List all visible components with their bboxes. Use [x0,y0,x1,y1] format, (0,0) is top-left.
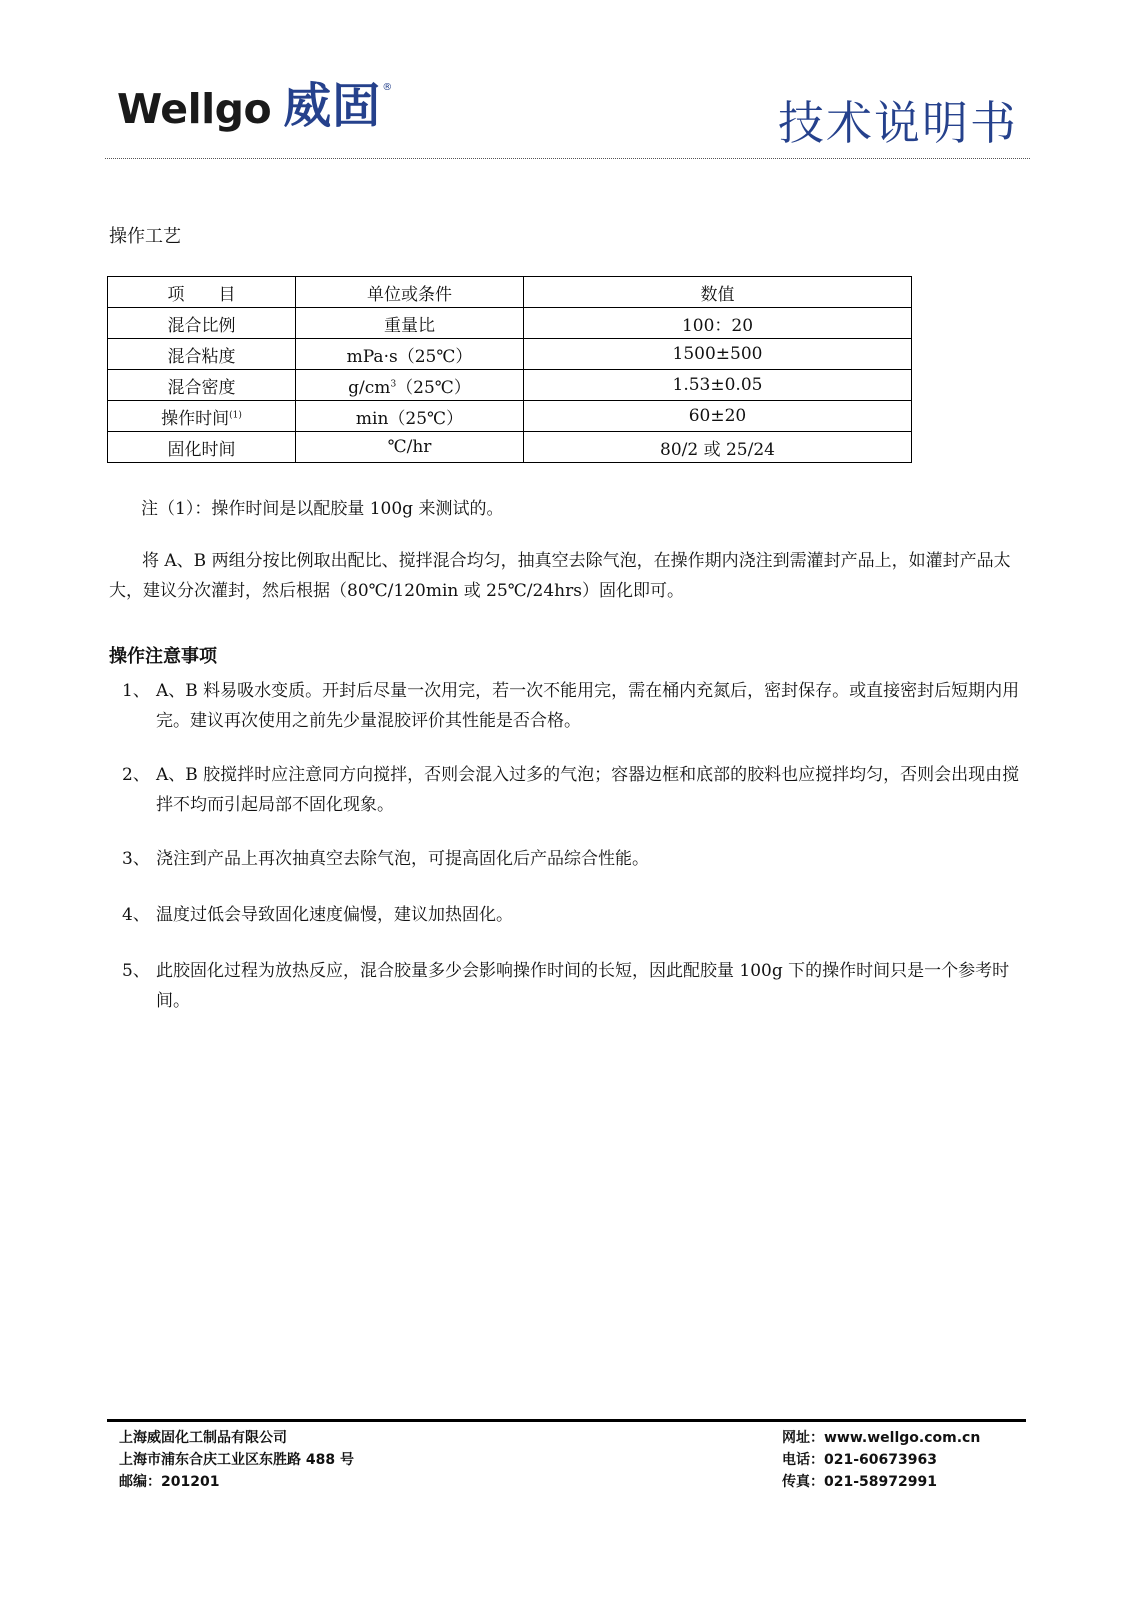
table-row [108,339,912,370]
table-row [108,432,912,463]
table-cell-item: 混合密度 [108,370,296,401]
table-cell-item: 混合粘度 [108,339,296,370]
footer-fax: 传真：021-58972991 [782,1474,937,1490]
unit-suffix: （25℃） [396,377,471,398]
table-cell-unit: min（25℃） [296,401,524,432]
list-item [122,760,1027,820]
logo-text-latin: Wellgo [117,85,272,133]
table-row [108,401,912,432]
table-cell-unit: ℃/hr [296,432,524,463]
table-cell-item: 混合比例 [108,308,296,339]
footer-website: 网址：www.wellgo.com.cn [782,1430,981,1446]
list-item-number: 5、 [122,961,150,981]
list-item-number: 2、 [122,765,150,785]
table-cell-unit: 重量比 [296,308,524,339]
list-item-text: 温度过低会导致固化速度偏慢，建议加热固化。 [156,905,513,925]
table-header-item: 项 目 [108,277,296,308]
logo-text-chinese: 威固 [283,78,382,134]
table-header-unit: 单位或条件 [296,277,524,308]
table-cell-unit [296,370,524,401]
table-cell-item: 固化时间 [108,432,296,463]
document-title: 技术说明书 [778,96,1018,150]
list-item-text: A、B 料易吸水变质。开封后尽量一次用完，若一次不能用完，需在桶内充氮后，密封保存。或直接密封后短期内用完。建议再次使用之前先少量混胶评价其性能是否合格。 [156,681,1020,731]
table-cell-value: 60±20 [524,401,912,432]
footnote-marker: (1) [229,409,242,420]
list-item-text: A、B 胶搅拌时应注意同方向搅拌，否则会混入过多的气泡；容器边框和底部的胶料也应搅拌均匀，否则会出现由搅拌不均而引起局部不固化现象。 [156,765,1020,815]
page-header [105,60,1030,162]
table-header-row [108,277,912,308]
list-item [122,956,1027,1016]
list-item-number: 3、 [122,849,150,869]
footer-contact-info [782,1427,980,1493]
table-row [108,308,912,339]
table-cell-value: 1500±500 [524,339,912,370]
footer-phone: 电话：021-60673963 [782,1452,937,1468]
table-footnote: 注（1）：操作时间是以配胶量 100g 来测试的。 [141,499,504,519]
footer-company-name: 上海威固化工制品有限公司 [119,1430,287,1446]
footer-company-info [119,1427,354,1493]
list-item [122,844,1027,874]
list-item-number: 1、 [122,681,150,701]
process-paragraph: 将 A、B 两组分按比例取出配比、搅拌混合均匀，抽真空去除气泡，在操作期内浇注到需灌封产品上，如灌封产品太大，建议分次灌封，然后根据（80℃/120min 或 25℃/24hrs）固化即可。 [109,551,1011,601]
footer-postcode: 邮编：201201 [119,1474,220,1490]
section-title-precautions: 操作注意事项 [109,646,217,667]
unit-prefix: g/cm [348,377,391,398]
section-title-operation-process: 操作工艺 [109,226,181,247]
list-item [122,676,1027,736]
table-cell-value: 100：20 [524,308,912,339]
list-item [122,900,1027,930]
company-logo [117,78,393,134]
table-cell-value: 80/2 或 25/24 [524,432,912,463]
footer-divider [107,1419,1026,1422]
item-text: 操作时间 [161,408,230,429]
table-cell-item [108,401,296,432]
registered-mark: ® [382,82,393,93]
table-header-value: 数值 [524,277,912,308]
list-item-text: 此胶固化过程为放热反应，混合胶量多少会影响操作时间的长短，因此配胶量 100g 下的操作时间只是一个参考时间。 [156,961,1010,1011]
header-divider [105,158,1030,159]
table-cell-unit: mPa·s（25℃） [296,339,524,370]
table-cell-value: 1.53±0.05 [524,370,912,401]
footer-address: 上海市浦东合庆工业区东胜路 488 号 [119,1452,354,1468]
list-item-number: 4、 [122,905,150,925]
table-row [108,370,912,401]
list-item-text: 浇注到产品上再次抽真空去除气泡，可提高固化后产品综合性能。 [156,849,649,869]
unit-superscript: 3 [390,378,397,389]
operation-parameters-table [107,276,912,463]
